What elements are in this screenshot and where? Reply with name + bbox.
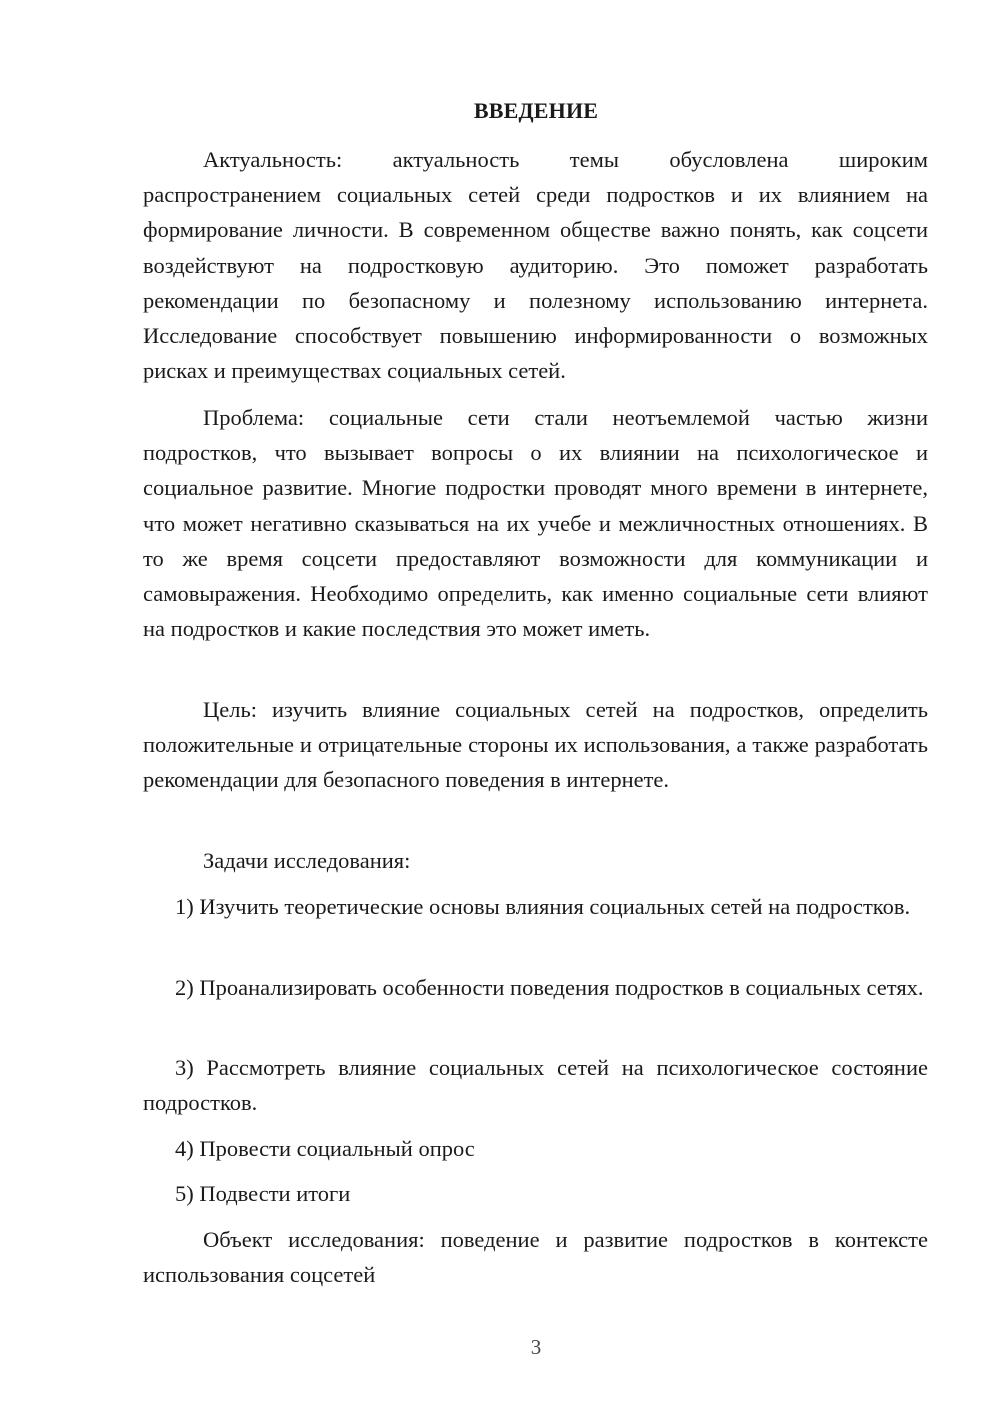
object-paragraph: Объект исследования: поведение и развитие подростков в контексте использования соцсетей: [143, 1227, 928, 1288]
tasks-heading: Задачи исследования:: [203, 848, 411, 873]
task-item-3: 3) Рассмотреть влияние социальных сетей на психологическое состояние подростков.: [143, 1055, 928, 1116]
relevance-paragraph: Актуальность: актуальность темы обусловлена широким распространением социальных сетей среди подростков и их влиянием на формирование личности. В современном обществе важно понять, как соцсети воздействуют на подростковую аудиторию. Это поможет разработать рекомендации по безопасному и полезному использованию интернета. Исследование способствует повышению информированности о возможных рисках и преимуществах социальных сетей.: [143, 147, 928, 384]
task-item-2: 2) Проанализировать особенности поведения подростков в социальных сетях.: [175, 975, 924, 1000]
page-number: 3: [530, 1335, 542, 1359]
task-item-1: 1) Изучить теоретические основы влияния социальных сетей на подростков.: [175, 894, 911, 919]
problem-paragraph: Проблема: социальные сети стали неотъемлемой частью жизни подростков, что вызывает вопросы о их влиянии на психологическое и социальное развитие. Многие подростки проводят много времени в интернете, что может негативно сказываться на их учебе и межличностных отношениях. В то же время соцсети предоставляют возможности для коммуникации и самовыражения. Необходимо определить, как именно социальные сети влияют на подростков и какие последствия это может иметь.: [143, 405, 928, 642]
section-title: ВВЕДЕНИЕ: [473, 98, 599, 123]
task-item-5: 5) Подвести итоги: [175, 1181, 351, 1206]
task-item-4: 4) Провести социальный опрос: [175, 1136, 475, 1161]
goal-paragraph: Цель: изучить влияние социальных сетей на подростков, определить положительные и отрицательные стороны их использования, а также разработать рекомендации для безопасного поведения в интернете.: [143, 697, 928, 793]
